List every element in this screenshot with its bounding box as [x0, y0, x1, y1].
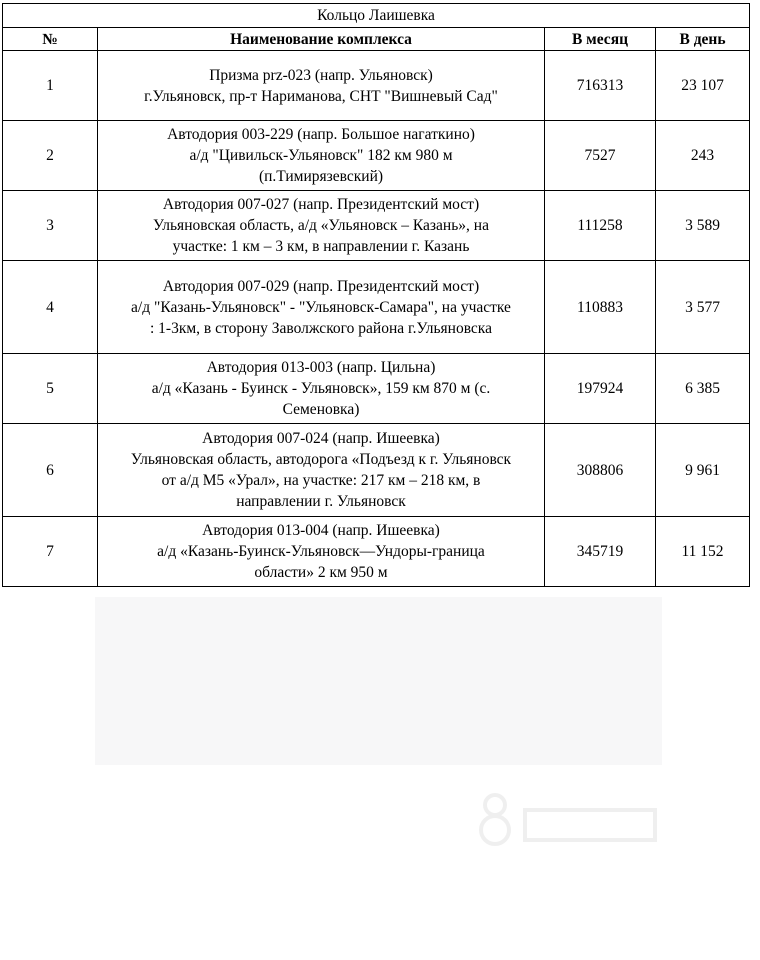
traffic-table-sheet: [2, 3, 749, 587]
row-name-line: Автодория 013-003 (напр. Цильна): [206, 359, 436, 376]
row-name: [98, 261, 545, 354]
row-month: 716313: [545, 51, 656, 121]
row-month: 197924: [545, 354, 656, 424]
row-name-line: а/д «Казань-Буинск-Ульяновск—Ундоры-граница: [157, 543, 485, 560]
row-name-line: Семеновка): [282, 401, 360, 418]
row-num: 2: [3, 121, 98, 191]
row-day: 6 385: [656, 354, 750, 424]
row-name-line: Автодория 007-029 (напр. Президентский мост): [162, 277, 480, 295]
row-day: 23 107: [656, 51, 750, 121]
row-name: [98, 424, 545, 517]
watermark-panel: [95, 597, 662, 765]
traffic-table: [2, 3, 750, 587]
header-name: Наименование комплекса: [98, 28, 545, 51]
table-row: [3, 191, 750, 261]
watermark-logo-icon: [465, 785, 665, 855]
row-num: 6: [3, 424, 98, 517]
table-title: Кольцо Лаишевка: [3, 4, 750, 28]
row-month: 308806: [545, 424, 656, 517]
row-name-line: Ульяновская область, а/д «Ульяновск – Казань», на: [153, 217, 489, 234]
row-name-line: (п.Тимирязевский): [258, 168, 384, 185]
table-row: [3, 424, 750, 517]
row-day: 11 152: [656, 517, 750, 587]
row-name: [98, 517, 545, 587]
row-name: [98, 354, 545, 424]
row-month: 110883: [545, 261, 656, 354]
header-month: В месяц: [545, 28, 656, 51]
row-name: [98, 191, 545, 261]
row-name-line: участке: 1 км – 3 км, в направлении г. Казань: [172, 238, 470, 255]
row-day: 243: [656, 121, 750, 191]
row-day: 3 577: [656, 261, 750, 354]
row-num: 5: [3, 354, 98, 424]
row-name: [98, 121, 545, 191]
row-name-line: области» 2 км 950 м: [254, 564, 388, 581]
row-name-line: Автодория 003-229 (напр. Большое нагаткино): [167, 126, 475, 143]
header-day: В день: [656, 28, 750, 51]
row-name-line: от а/д М5 «Урал», на участке: 217 км – 218 км, в: [161, 472, 481, 489]
title-row: [3, 4, 750, 28]
row-name-line: : 1-3км, в сторону Заволжского района г.Ульяновска: [150, 319, 492, 337]
table-row: [3, 354, 750, 424]
table-row: [3, 121, 750, 191]
row-name-line: а/д "Цивильск-Ульяновск" 182 км 980 м: [189, 147, 453, 164]
row-month: 345719: [545, 517, 656, 587]
row-month: 7527: [545, 121, 656, 191]
table-row: [3, 517, 750, 587]
table-row: [3, 51, 750, 121]
table-row: [3, 261, 750, 354]
row-name: [98, 51, 545, 121]
row-name-line: Автодория 007-024 (напр. Ишеевка): [202, 430, 440, 447]
row-name-line: Автодория 013-004 (напр. Ишеевка): [202, 522, 440, 539]
row-name-line: Призма prz-023 (напр. Ульяновск): [209, 66, 433, 84]
header-row: [3, 28, 750, 51]
row-num: 4: [3, 261, 98, 354]
row-name-line: а/д "Казань-Ульяновск" - "Ульяновск-Самара", на участке: [131, 298, 511, 316]
row-day: 9 961: [656, 424, 750, 517]
row-name-line: Ульяновская область, автодорога «Подъезд к г. Ульяновск: [130, 451, 512, 468]
row-day: 3 589: [656, 191, 750, 261]
row-name-line: а/д «Казань - Буинск - Ульяновск», 159 км 870 м (с.: [151, 380, 491, 397]
row-num: 1: [3, 51, 98, 121]
row-month: 111258: [545, 191, 656, 261]
row-name-line: направлении г. Ульяновск: [236, 493, 406, 510]
row-name-line: Автодория 007-027 (напр. Президентский мост): [162, 196, 480, 213]
row-name-line: г.Ульяновск, пр-т Нариманова, СНТ "Вишневый Сад": [144, 87, 498, 105]
header-num: №: [3, 28, 98, 51]
row-num: 3: [3, 191, 98, 261]
row-num: 7: [3, 517, 98, 587]
